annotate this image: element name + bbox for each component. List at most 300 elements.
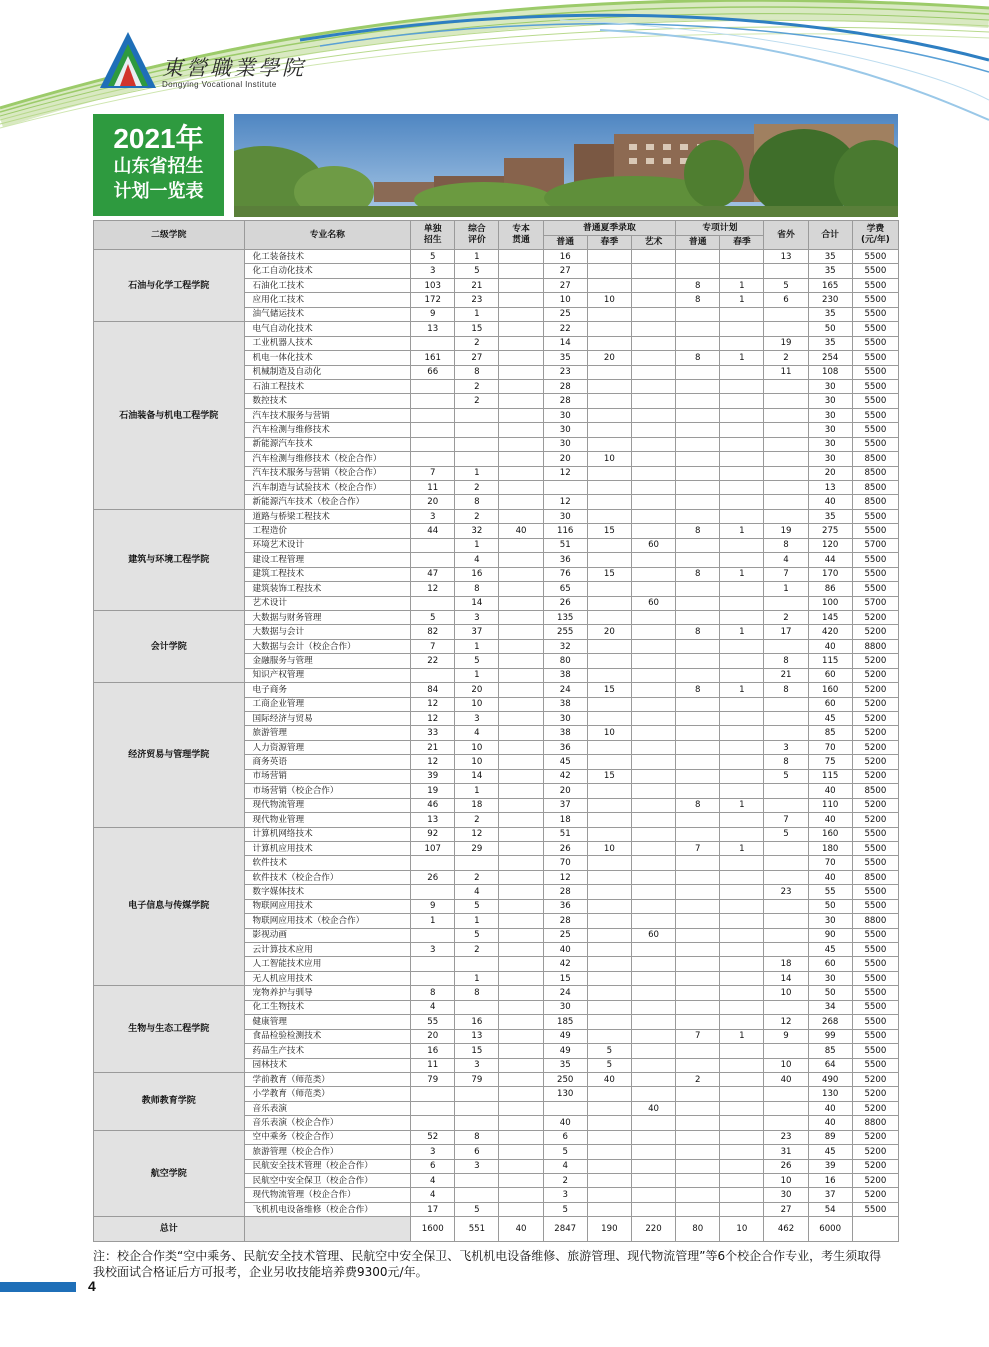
cell-bridge <box>499 423 543 437</box>
cell-tuition: 5500 <box>852 1058 898 1072</box>
cell-sum-spring <box>587 437 631 451</box>
cell-out <box>764 481 808 495</box>
cell-out <box>764 1000 808 1014</box>
cell-sp-spring <box>720 813 764 827</box>
cell-sum-reg: 5 <box>543 1145 587 1159</box>
cell-solo <box>411 379 455 393</box>
cell-total: 115 <box>808 654 852 668</box>
cell-sum-art <box>631 813 675 827</box>
major-name: 商务英语 <box>244 755 411 769</box>
college-name: 会计学院 <box>94 610 245 682</box>
cell-bridge <box>499 1000 543 1014</box>
cell-sum-reg: 14 <box>543 336 587 350</box>
cell-sp-spring <box>720 928 764 942</box>
cell-sum-spring <box>587 971 631 985</box>
cell-sum-spring <box>587 1029 631 1043</box>
cell-out: 2 <box>764 351 808 365</box>
cell-sum-spring: 20 <box>587 625 631 639</box>
header-sum: 合计 <box>808 221 852 250</box>
cell-tuition: 5500 <box>852 1029 898 1043</box>
total-blank-cell <box>244 1217 411 1242</box>
cell-total: 40 <box>808 1116 852 1130</box>
cell-sp-reg: 7 <box>676 841 720 855</box>
cell-solo: 44 <box>411 524 455 538</box>
major-name: 小学教育（师范类） <box>244 1087 411 1101</box>
cell-sum-spring: 15 <box>587 769 631 783</box>
cell-sum-art <box>631 870 675 884</box>
cell-tuition: 5700 <box>852 596 898 610</box>
major-name: 现代物业管理 <box>244 813 411 827</box>
cell-total: 70 <box>808 740 852 754</box>
cell-solo: 5 <box>411 610 455 624</box>
cell-solo <box>411 538 455 552</box>
cell-sum-art <box>631 1130 675 1144</box>
cell-solo <box>411 423 455 437</box>
cell-out <box>764 1101 808 1115</box>
cell-out <box>764 408 808 422</box>
cell-solo <box>411 885 455 899</box>
cell-out: 10 <box>764 1174 808 1188</box>
cell-sum-art <box>631 841 675 855</box>
cell-bridge <box>499 264 543 278</box>
cell-tuition: 5500 <box>852 885 898 899</box>
cell-sum-spring <box>587 784 631 798</box>
cell-out: 30 <box>764 1188 808 1202</box>
major-name: 健康管理 <box>244 1015 411 1029</box>
cell-sum-reg: 30 <box>543 712 587 726</box>
cell-sum-reg: 36 <box>543 740 587 754</box>
cell-sp-reg <box>676 452 720 466</box>
cell-sum-spring: 10 <box>587 293 631 307</box>
cell-comp: 32 <box>455 524 499 538</box>
cell-total: 30 <box>808 379 852 393</box>
cell-out <box>764 928 808 942</box>
cell-comp: 13 <box>455 1029 499 1043</box>
cell-sp-spring <box>720 957 764 971</box>
cell-total: 254 <box>808 351 852 365</box>
cell-bridge <box>499 365 543 379</box>
cell-sp-reg <box>676 1202 720 1216</box>
cell-sum-art <box>631 943 675 957</box>
cell-sum-reg: 12 <box>543 495 587 509</box>
cell-sp-reg <box>676 394 720 408</box>
major-name: 知识产权管理 <box>244 668 411 682</box>
cell-sp-spring <box>720 899 764 913</box>
cell-solo: 22 <box>411 654 455 668</box>
cell-tuition: 5200 <box>852 813 898 827</box>
header-summer-group: 普通夏季录取 <box>543 221 676 236</box>
table-row <box>94 1072 899 1086</box>
cell-out: 8 <box>764 683 808 697</box>
cell-sum-reg: 135 <box>543 610 587 624</box>
cell-solo: 11 <box>411 1058 455 1072</box>
header-solo-exam: 单独 招生 <box>411 221 455 250</box>
cell-solo <box>411 596 455 610</box>
cell-total: 16 <box>808 1174 852 1188</box>
table-header <box>94 221 899 250</box>
cell-sp-spring <box>720 1044 764 1058</box>
cell-out <box>764 639 808 653</box>
title-box <box>93 114 224 216</box>
cell-total: 86 <box>808 582 852 596</box>
cell-out <box>764 452 808 466</box>
header-bridge: 专本 贯通 <box>499 221 543 250</box>
cell-sp-spring <box>720 481 764 495</box>
header-out-province: 省外 <box>764 221 808 250</box>
cell-bridge <box>499 1058 543 1072</box>
cell-solo <box>411 336 455 350</box>
cell-sum-reg: 25 <box>543 928 587 942</box>
cell-sum-art <box>631 264 675 278</box>
cell-sum-art <box>631 914 675 928</box>
cell-bridge <box>499 278 543 292</box>
cell-sp-reg <box>676 870 720 884</box>
cell-out <box>764 856 808 870</box>
total-solo: 1600 <box>411 1217 455 1242</box>
major-name: 工程造价 <box>244 524 411 538</box>
cell-solo: 4 <box>411 1188 455 1202</box>
cell-sp-reg: 8 <box>676 798 720 812</box>
cell-sum-reg: 35 <box>543 1058 587 1072</box>
cell-solo: 9 <box>411 307 455 321</box>
cell-tuition: 8800 <box>852 1116 898 1130</box>
cell-sum-spring: 5 <box>587 1058 631 1072</box>
cell-total: 60 <box>808 957 852 971</box>
cell-tuition: 5500 <box>852 1044 898 1058</box>
cell-out <box>764 394 808 408</box>
cell-sum-art <box>631 582 675 596</box>
cell-sum-art <box>631 1087 675 1101</box>
college-name: 建筑与环境工程学院 <box>94 509 245 610</box>
total-tuition <box>852 1217 898 1242</box>
cell-sum-spring <box>587 740 631 754</box>
major-name: 建筑工程技术 <box>244 567 411 581</box>
cell-sum-reg: 2 <box>543 1174 587 1188</box>
cell-sum-spring <box>587 1087 631 1101</box>
major-name: 艺术设计 <box>244 596 411 610</box>
cell-out <box>764 784 808 798</box>
cell-comp: 37 <box>455 625 499 639</box>
cell-sum-reg: 250 <box>543 1072 587 1086</box>
college-name: 电子信息与传媒学院 <box>94 827 245 986</box>
cell-sum-spring: 10 <box>587 452 631 466</box>
cell-sum-art <box>631 740 675 754</box>
cell-sum-reg: 28 <box>543 394 587 408</box>
cell-sum-art <box>631 524 675 538</box>
major-name: 国际经济与贸易 <box>244 712 411 726</box>
cell-out <box>764 726 808 740</box>
cell-sp-spring <box>720 423 764 437</box>
cell-bridge <box>499 509 543 523</box>
cell-sum-spring <box>587 813 631 827</box>
cell-tuition: 5200 <box>852 654 898 668</box>
cell-sp-spring <box>720 1159 764 1173</box>
cell-bridge <box>499 379 543 393</box>
cell-sp-spring <box>720 582 764 596</box>
cell-total: 180 <box>808 841 852 855</box>
cell-sum-spring <box>587 466 631 480</box>
cell-sum-art: 60 <box>631 538 675 552</box>
cell-sum-art <box>631 495 675 509</box>
cell-tuition: 5200 <box>852 610 898 624</box>
cell-tuition: 5200 <box>852 1188 898 1202</box>
cell-sum-reg: 49 <box>543 1029 587 1043</box>
cell-out: 8 <box>764 654 808 668</box>
cell-sum-reg: 42 <box>543 769 587 783</box>
cell-total: 30 <box>808 408 852 422</box>
cell-tuition: 5200 <box>852 1159 898 1173</box>
major-name: 学前教育（师范类） <box>244 1072 411 1086</box>
cell-bridge <box>499 639 543 653</box>
cell-comp <box>455 1188 499 1202</box>
cell-sum-spring <box>587 1202 631 1216</box>
cell-sum-reg: 22 <box>543 322 587 336</box>
cell-out: 10 <box>764 1058 808 1072</box>
cell-out: 3 <box>764 740 808 754</box>
total-label: 总计 <box>94 1217 245 1242</box>
cell-total: 40 <box>808 495 852 509</box>
major-name: 新能源汽车技术 <box>244 437 411 451</box>
major-name: 软件技术（校企合作） <box>244 870 411 884</box>
cell-out <box>764 437 808 451</box>
cell-sum-art <box>631 379 675 393</box>
cell-sum-reg: 42 <box>543 957 587 971</box>
cell-sp-reg <box>676 610 720 624</box>
cell-sp-spring <box>720 1145 764 1159</box>
cell-solo: 8 <box>411 986 455 1000</box>
cell-sum-spring <box>587 1159 631 1173</box>
cell-sum-reg: 23 <box>543 365 587 379</box>
cell-sp-spring <box>720 336 764 350</box>
cell-sp-reg <box>676 423 720 437</box>
cell-comp <box>455 1116 499 1130</box>
cell-solo: 79 <box>411 1072 455 1086</box>
cell-sp-spring <box>720 1130 764 1144</box>
cell-sum-spring <box>587 582 631 596</box>
cell-sp-reg <box>676 437 720 451</box>
cell-bridge <box>499 408 543 422</box>
cell-comp: 4 <box>455 553 499 567</box>
cell-out: 8 <box>764 538 808 552</box>
cell-sum-spring <box>587 885 631 899</box>
cell-sum-art <box>631 394 675 408</box>
cell-sp-spring <box>720 697 764 711</box>
cell-comp: 3 <box>455 1058 499 1072</box>
major-name: 软件技术 <box>244 856 411 870</box>
cell-solo: 21 <box>411 740 455 754</box>
cell-solo <box>411 957 455 971</box>
cell-out: 23 <box>764 1130 808 1144</box>
major-name: 旅游管理（校企合作） <box>244 1145 411 1159</box>
cell-sp-spring <box>720 971 764 985</box>
cell-sum-reg: 36 <box>543 899 587 913</box>
cell-sp-spring: 1 <box>720 625 764 639</box>
cell-out <box>764 841 808 855</box>
cell-comp: 3 <box>455 1159 499 1173</box>
cell-total: 275 <box>808 524 852 538</box>
cell-bridge <box>499 1188 543 1202</box>
cell-sum-art <box>631 1159 675 1173</box>
cell-sp-spring <box>720 509 764 523</box>
cell-sum-art <box>631 798 675 812</box>
cell-sp-reg <box>676 1130 720 1144</box>
cell-total: 13 <box>808 481 852 495</box>
cell-comp: 6 <box>455 1145 499 1159</box>
cell-solo: 16 <box>411 1044 455 1058</box>
cell-tuition: 5200 <box>852 683 898 697</box>
cell-out: 7 <box>764 813 808 827</box>
cell-tuition: 5500 <box>852 250 898 264</box>
cell-comp <box>455 957 499 971</box>
total-sum-spring: 190 <box>587 1217 631 1242</box>
major-name: 工业机器人技术 <box>244 336 411 350</box>
cell-total: 50 <box>808 986 852 1000</box>
cell-sp-spring <box>720 394 764 408</box>
cell-comp <box>455 423 499 437</box>
cell-sum-art <box>631 683 675 697</box>
cell-total: 115 <box>808 769 852 783</box>
cell-out <box>764 1044 808 1058</box>
cell-sp-reg <box>676 1188 720 1202</box>
major-name: 现代物流管理（校企合作） <box>244 1188 411 1202</box>
cell-out: 4 <box>764 553 808 567</box>
cell-sp-spring <box>720 885 764 899</box>
cell-sp-reg <box>676 813 720 827</box>
cell-sp-spring <box>720 408 764 422</box>
title-line-2: 计划一览表 <box>113 181 204 202</box>
cell-sum-reg: 40 <box>543 1116 587 1130</box>
header-summer-spring: 春季 <box>587 236 631 250</box>
cell-tuition: 8500 <box>852 870 898 884</box>
cell-out: 6 <box>764 293 808 307</box>
cell-comp <box>455 856 499 870</box>
cell-total: 35 <box>808 250 852 264</box>
cell-total: 75 <box>808 755 852 769</box>
cell-sp-reg <box>676 957 720 971</box>
cell-comp: 5 <box>455 899 499 913</box>
cell-out <box>764 943 808 957</box>
cell-sp-reg <box>676 1015 720 1029</box>
cell-out <box>764 423 808 437</box>
cell-sum-art <box>631 322 675 336</box>
cell-tuition: 5500 <box>852 322 898 336</box>
cell-solo <box>411 856 455 870</box>
cell-sp-reg <box>676 697 720 711</box>
cell-sum-spring <box>587 928 631 942</box>
major-name: 石油化工技术 <box>244 278 411 292</box>
cell-sp-reg <box>676 914 720 928</box>
cell-bridge <box>499 1044 543 1058</box>
cell-sum-art <box>631 567 675 581</box>
cell-sum-spring <box>587 654 631 668</box>
cell-comp: 5 <box>455 654 499 668</box>
cell-sum-spring <box>587 322 631 336</box>
cell-total: 145 <box>808 610 852 624</box>
cell-sum-spring <box>587 943 631 957</box>
cell-sp-reg <box>676 986 720 1000</box>
cell-bridge <box>499 336 543 350</box>
cell-bridge <box>499 914 543 928</box>
cell-sp-spring <box>720 1116 764 1130</box>
cell-sp-spring <box>720 870 764 884</box>
cell-sp-spring <box>720 1058 764 1072</box>
cell-sp-spring <box>720 466 764 480</box>
cell-solo: 12 <box>411 697 455 711</box>
cell-sum-spring <box>587 495 631 509</box>
cell-sp-reg <box>676 726 720 740</box>
cell-bridge <box>499 885 543 899</box>
cell-bridge <box>499 712 543 726</box>
cell-comp: 14 <box>455 769 499 783</box>
cell-bridge <box>499 784 543 798</box>
cell-sp-reg: 8 <box>676 278 720 292</box>
cell-sum-art <box>631 278 675 292</box>
cell-solo: 3 <box>411 509 455 523</box>
cell-sp-reg <box>676 885 720 899</box>
cell-sum-spring <box>587 856 631 870</box>
cell-comp <box>455 1101 499 1115</box>
cell-sum-reg: 28 <box>543 379 587 393</box>
cell-sum-reg: 76 <box>543 567 587 581</box>
cell-sp-spring: 1 <box>720 798 764 812</box>
cell-sp-spring <box>720 1101 764 1115</box>
cell-bridge <box>499 726 543 740</box>
cell-comp: 1 <box>455 971 499 985</box>
cell-sum-art <box>631 423 675 437</box>
cell-out <box>764 697 808 711</box>
cell-sum-art: 40 <box>631 1101 675 1115</box>
cell-solo: 33 <box>411 726 455 740</box>
header-special-group: 专项计划 <box>676 221 764 236</box>
cell-tuition: 5700 <box>852 538 898 552</box>
table-row <box>94 322 899 336</box>
cell-sum-reg: 30 <box>543 509 587 523</box>
cell-bridge <box>499 596 543 610</box>
cell-sum-reg: 24 <box>543 986 587 1000</box>
cell-sp-spring: 1 <box>720 1029 764 1043</box>
cell-sum-art <box>631 1044 675 1058</box>
college-name: 经济贸易与管理学院 <box>94 683 245 827</box>
cell-solo: 20 <box>411 495 455 509</box>
total-comp: 551 <box>455 1217 499 1242</box>
cell-sp-spring <box>720 639 764 653</box>
cell-sp-spring: 1 <box>720 683 764 697</box>
cell-total: 37 <box>808 1188 852 1202</box>
major-name: 市场营销 <box>244 769 411 783</box>
cell-tuition: 5500 <box>852 408 898 422</box>
cell-comp: 14 <box>455 596 499 610</box>
major-name: 电气自动化技术 <box>244 322 411 336</box>
major-name: 人力资源管理 <box>244 740 411 754</box>
cell-sum-reg: 255 <box>543 625 587 639</box>
cell-sp-spring <box>720 943 764 957</box>
cell-bridge <box>499 625 543 639</box>
cell-sum-reg: 20 <box>543 784 587 798</box>
cell-tuition: 5200 <box>852 1101 898 1115</box>
cell-out <box>764 1087 808 1101</box>
major-name: 大数据与会计 <box>244 625 411 639</box>
cell-sum-reg: 26 <box>543 596 587 610</box>
cell-out <box>764 307 808 321</box>
cell-bridge <box>499 466 543 480</box>
major-name: 工商企业管理 <box>244 697 411 711</box>
cell-sum-art <box>631 1116 675 1130</box>
cell-sum-reg: 80 <box>543 654 587 668</box>
cell-sum-art <box>631 351 675 365</box>
cell-bridge <box>499 899 543 913</box>
cell-sum-reg: 49 <box>543 1044 587 1058</box>
header-summer-art: 艺术 <box>631 236 675 250</box>
